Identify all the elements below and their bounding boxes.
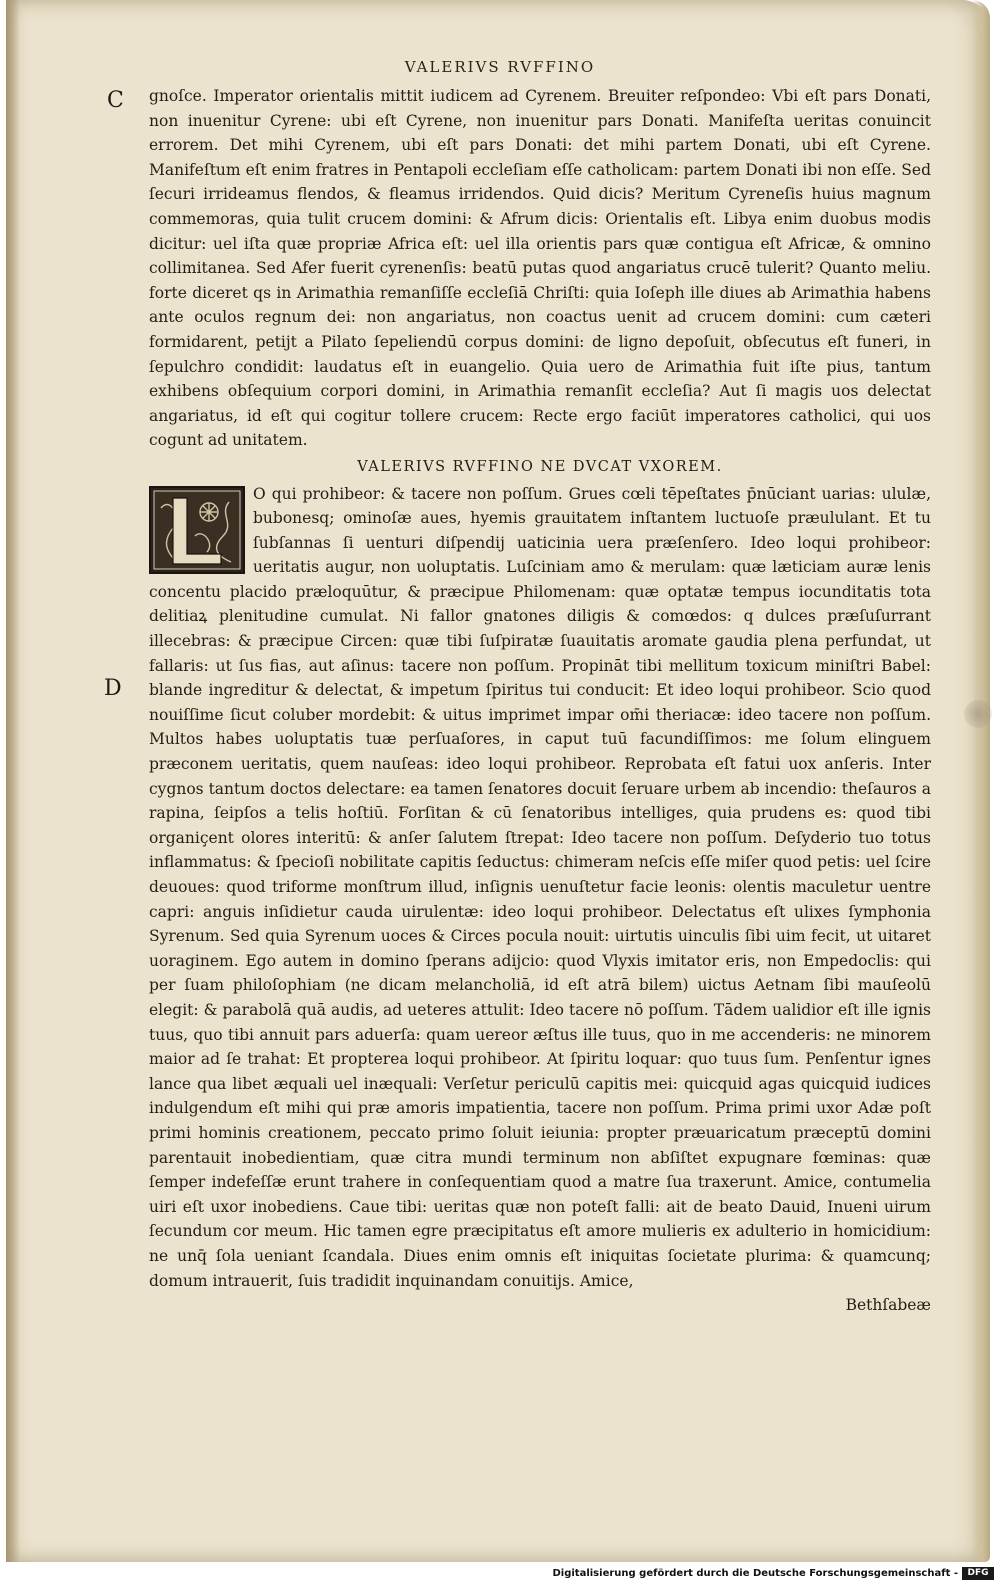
dfg-logo: DFG [962,1567,994,1580]
section-heading: VALERIVS RVFFINO NE DVCAT VXOREM. [357,458,723,475]
paragraph-section-1: gnoſce. Imperator orientalis mittit iudicem ad Cyrenem. Breuiter reſpondeo: Vbi eſt pars Donati, non inuenitur Cyrene: ubi eſt Cyrene, non inuenitur pars Donati. Manifeſta ueritas conuincit errorem. Det mihi Cyrenem, ubi eſt pars Donati: det mihi partem Donati, ubi eſt Cyrene. Manifeſtum eſt enim fratres in Pentapoli eccleſiam eſſe catholicam: partem Donati ibi non eſſe. Sed ſecuri irrideamus flendos, & fleamus irridendos. Quid dicis? Meritum Cyreneſis huius magnum commemoras, quia tulit crucem domini: & Afrum dicis: Orientalis eſt. Libya enim duobus modis dicitur: uel iſta quæ propriæ Africa eſt: uel illa orientis pars quæ contigua eſt Africæ, & omnino collimitanea. Sed Afer fuerit cyrenenſis: beatū putas quod angariatus crucē tulerit? Quanto meliu. forte diceret qs in Arimathia remanſiſſe eccleſiā Chriſti: quia Ioſeph ille diues ab Arimathia habens ante oculos regnum dei: non angariatus, non coactus uenit ad crucem domini: cum cæteri formidarent, petijt a Pilato ſepeliendū corpus domini: de ligno depoſuit, obſecutus eſt funeri, in ſepulchro condidit: laudatus eſt in euangelio. Quia uero de Arimathia fuit iſte pius, tantum exhibens obſequium corpori domini, in Arimathia remanſit eccleſia? Aut ſi magis uos delectat angariatus, id eſt qui cogitur tollere crucem: Recte ergo faciūt imperatores catholici, qui uos cogunt ad unitatem. [149,87,931,450]
margin-letter-c: C [107,88,124,113]
page-gutter [6,0,20,1562]
catchword: Bethſabeæ [845,1296,931,1315]
running-head: VALERIVS RVFFINO [404,58,596,76]
drop-cap [149,486,245,574]
paper-stain [964,700,992,728]
drop-cap-letter: L [151,487,152,489]
page-edge [972,0,990,1562]
paragraph-section-2: O qui prohibeor: & tacere non poſſum. Grues cœli tēpeſtates p̄nūciant uarias: ululæ, bubonesq; ominoſæ aues, hyemis grauitatem inſtantem luctuoſe præululant. Et tu ſubſannas ſi uenturi diſpendij uaticinia uera præſenſero. Ideo loqui prohibeor: ueritatis augur, non uoluptatis. Luſciniam amo & merulam: quæ læticiam auræ lenis concentu placido præloquūtur, & præcipue Philomenam: quæ optatæ tempus iocunditatis tota delitiaꝝ plenitudine cumulat. Ni fallor gnatones diligis & comœdos: q dulces præſuſurrant illecebras: & præcipue Circen: quæ tibi ſuſpiratæ ſuauitatis aromate gaudia plena perfundat, ut fallaris: ut ſus fias, aut aſinus: tacere non poſſum. Propināt tibi mellitum toxicum miniſtri Babel: blande ingreditur & delectat, & impetum ſpiritus tui conducit: Et ideo loqui prohibeor. Scio quod nouiſſime ſicut coluber mordebit: & uitus imprimet impar om̄i theriacæ: ideo tacere non poſſum. Multos habes uoluptatis tuæ perſuaſores, in caput tuū facundiſſimos: me ſolum elinguem præconem ueritatis, quem nauſeas: ideo loqui prohibeor. Reprobata eſt fatui uox anſeris. Inter cygnos tantum doctos delectare: ea tamen ſenatores docuit ſeruare urbem ab incendio: theſauros a rapina, ſeipſos a telis hoſtiū. Forſitan & cū ſenatoribus intelliges, quia prudens es: quod tibi organiçent olores interitū: & anſer ſalutem ſtrepat: Ideo tacere non poſſum. Deſyderio tuo totus inflammatus: & ſpecioſi nobilitate capitis ſeductus: chimeram neſcis eſſe miſer quod petis: uel ſcire deuoues: quod triforme monſtrum illud, inſignis uenuſtetur facie leonis: olentis maculetur uentre capri: anguis inſidietur cauda uirulentæ: ideo loqui prohibeor. Delectatus eſt ulixes ſymphonia Syrenum. Sed quia Syrenum uoces & Circes pocula nouit: uirtutis uinculis ſibi uim fecit, ut uitaret uoraginem. Ego autem in domino ſperans adijcio: quod Vlyxis imitator eris, non Empedoclis: qui per ſuam philoſophiam (ne dicam melancholiā, id eſt atrā bilem) uictus Aetnam ſibi mauſeolū elegit: & parabolā quā audis, ad ueteres attulit: Ideo tacere nō poſſum. Tādem ualidior eſt ille ignis tuus, quo tibi annuit pars aduerſa: quam uereor æſtus ille tuus, quo in me accenderis: ne minorem maior ad ſe trahat: Et propterea loqui prohibeor. At ſpiritu loquar: quo tuus ſum. Penſentur ignes lance qua libet æquali uel inæquali: Verſetur periculū capitis mei: quicquid agas quicquid iudices indulgendum eſt mihi qui præ amoris impatientia, tacere non poſſum. Prima primi uxor Adæ poſt primi hominis creationem, peccato primo ſoluit ieiunia: propter præuaricatum præceptū domini parentauit inobedientiam, quæ citra mundi terminum non abſiſtet expugnare fœminas: quæ ſemper indefeſſæ erunt trahere in conſequentiam quod a matre ſua traxerunt. Amice, contumelia uiri eſt uxor inobediens. Caue tibi: ueritas quæ non poteſt falli: ait de beato Dauid, Inueni uirum ſecundum cor meum. Hic tamen egre præcipitatus eſt amore mulieris ex adulterio in homicidium: ne unq̄ ſola ueniant ſcandala. Diues enim omnis eſt iniquitas ſocietate plurima: & quamcunq; domum intrauerit, ſuis tradidit inquinandam conuitijs. Amice, [149,484,931,1290]
text-block [149,84,931,1318]
footer-credit: Digitalisierung gefördert durch die Deutsche Forschungsgemeinschaft - [552,1568,958,1579]
margin-letter-d: D [104,676,122,701]
decorated-initial-icon [151,488,243,572]
